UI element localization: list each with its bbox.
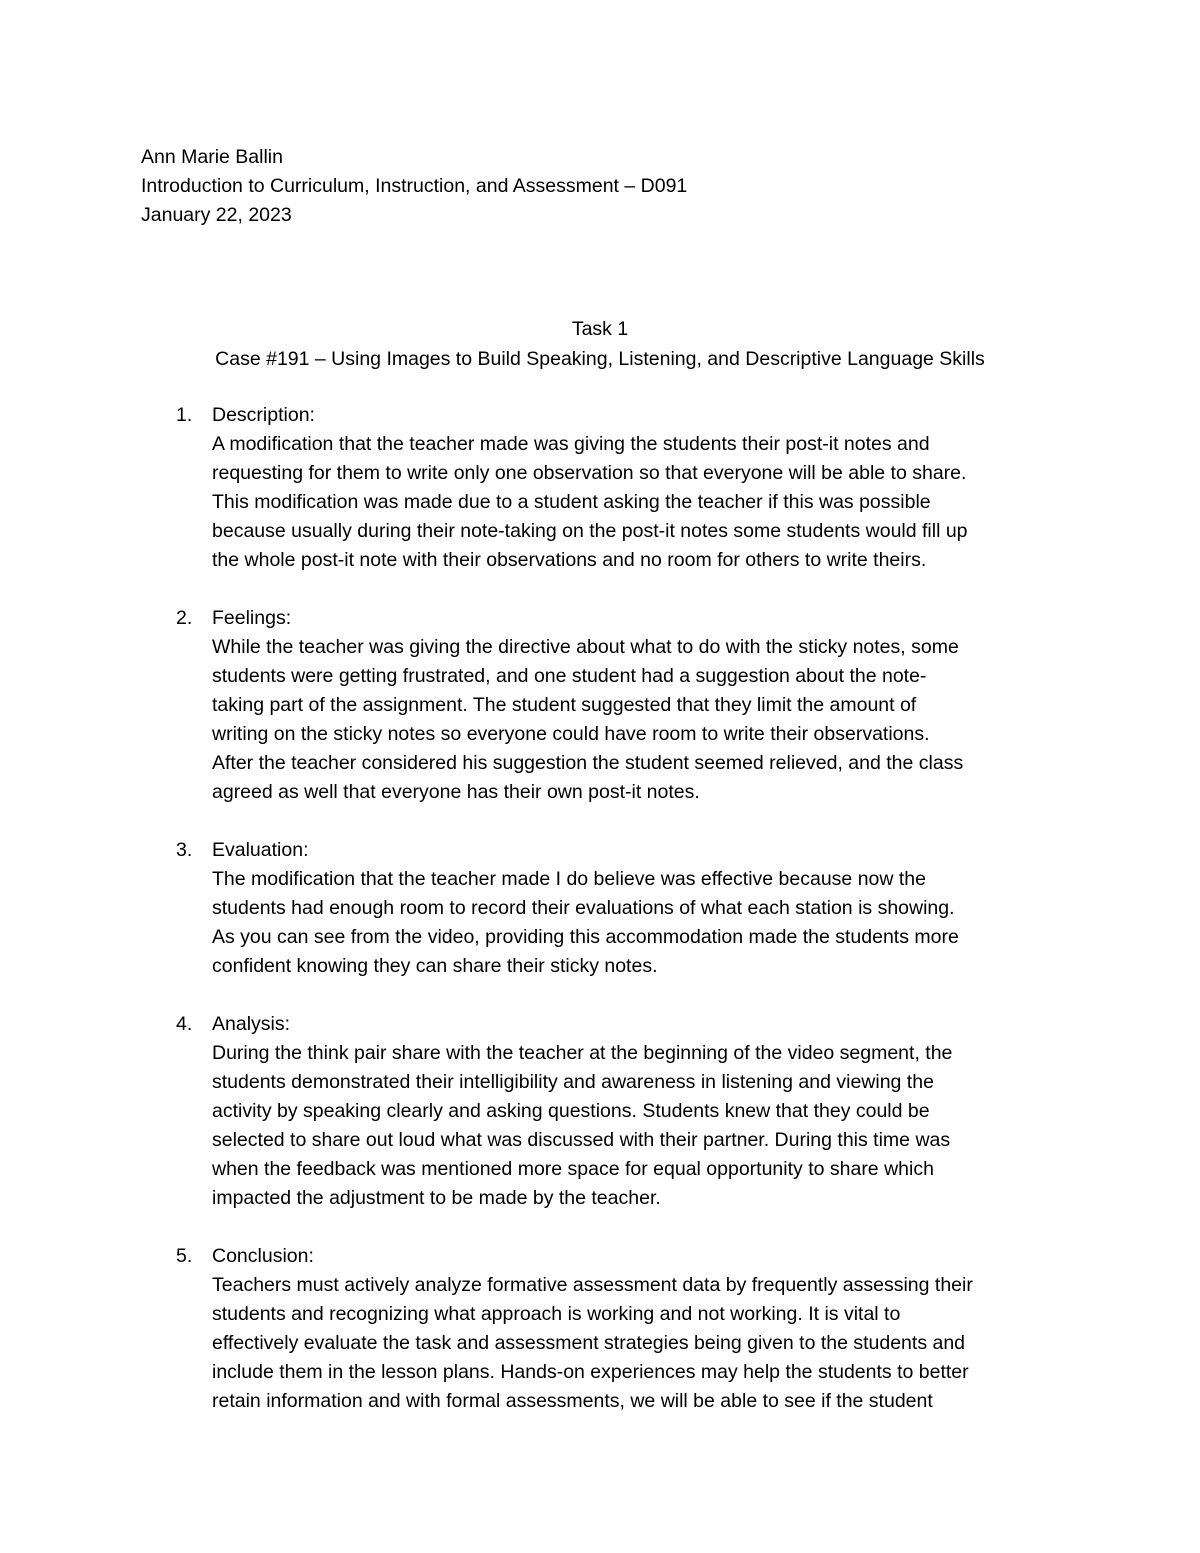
body-line: During the think pair share with the teacher at the beginning of the video segment, the (212, 1042, 953, 1064)
body-line: Teachers must actively analyze formative assessment data by frequently assessing their (212, 1274, 973, 1296)
body-line: impacted the adjustment to be made by the teacher. (212, 1187, 661, 1209)
body-line: activity by speaking clearly and asking questions. Students knew that they could be (212, 1100, 930, 1122)
section-heading: Evaluation: (212, 839, 309, 861)
body-line: This modification was made due to a student asking the teacher if this was possible (212, 491, 931, 513)
section-conclusion (0, 1242, 1200, 1416)
body-line: students and recognizing what approach is working and not working. It is vital to (212, 1303, 901, 1325)
section-heading: Description: (212, 404, 315, 426)
body-line: confident knowing they can share their sticky notes. (212, 955, 658, 977)
body-line: selected to share out loud what was discussed with their partner. During this time was (212, 1129, 951, 1151)
body-line: because usually during their note-taking on the post-it notes some students would fill up (212, 520, 968, 542)
section-body (212, 430, 1200, 575)
case-title: Case #191 – Using Images to Build Speaking, Listening, and Descriptive Language Skills (215, 348, 985, 370)
body-line: taking part of the assignment. The student suggested that they limit the amount of (212, 694, 917, 716)
body-line: students demonstrated their intelligibility and awareness in listening and viewing the (212, 1071, 934, 1093)
section-body (212, 1271, 1200, 1416)
body-line: A modification that the teacher made was giving the students their post-it notes and (212, 433, 930, 455)
body-line: writing on the sticky notes so everyone could have room to write their observations. (212, 723, 930, 745)
section-number: 2. (176, 607, 193, 629)
body-line: As you can see from the video, providing this accommodation made the students more (212, 926, 959, 948)
author-name: Ann Marie Ballin (141, 146, 283, 168)
section-heading: Conclusion: (212, 1245, 314, 1267)
section-number: 4. (176, 1013, 193, 1035)
section-number: 5. (176, 1245, 193, 1267)
section-body (212, 633, 1200, 807)
course-title: Introduction to Curriculum, Instruction, and Assessment – D091 (141, 175, 688, 197)
section-number: 1. (176, 404, 193, 426)
title-block (0, 314, 1200, 374)
section-evaluation (0, 836, 1200, 981)
document-header (141, 143, 687, 230)
body-line: students were getting frustrated, and one student had a suggestion about the note- (212, 665, 927, 687)
body-line: The modification that the teacher made I do believe was effective because now the (212, 868, 926, 890)
body-line: when the feedback was mentioned more space for equal opportunity to share which (212, 1158, 934, 1180)
section-description (0, 401, 1200, 575)
task-title: Task 1 (571, 318, 629, 340)
section-heading: Analysis: (212, 1013, 291, 1035)
body-line: While the teacher was giving the directive about what to do with the sticky notes, some (212, 636, 959, 658)
section-feelings (0, 604, 1200, 807)
section-heading: Feelings: (212, 607, 292, 629)
body-line: the whole post-it note with their observations and no room for others to write theirs. (212, 549, 927, 571)
section-body (212, 1039, 1200, 1213)
body-line: agreed as well that everyone has their own post-it notes. (212, 781, 700, 803)
section-number: 3. (176, 839, 193, 861)
body-line: After the teacher considered his suggestion the student seemed relieved, and the class (212, 752, 964, 774)
body-line: include them in the lesson plans. Hands-on experiences may help the students to better (212, 1361, 969, 1383)
section-body (212, 865, 1200, 981)
body-line: effectively evaluate the task and assessment strategies being given to the students and (212, 1332, 966, 1354)
section-analysis (0, 1010, 1200, 1213)
numbered-sections (0, 401, 1200, 1445)
body-line: students had enough room to record their evaluations of what each station is showing. (212, 897, 955, 919)
body-line: retain information and with formal assessments, we will be able to see if the student (212, 1390, 933, 1412)
body-line: requesting for them to write only one observation so that everyone will be able to share. (212, 462, 967, 484)
document-date: January 22, 2023 (141, 204, 292, 226)
